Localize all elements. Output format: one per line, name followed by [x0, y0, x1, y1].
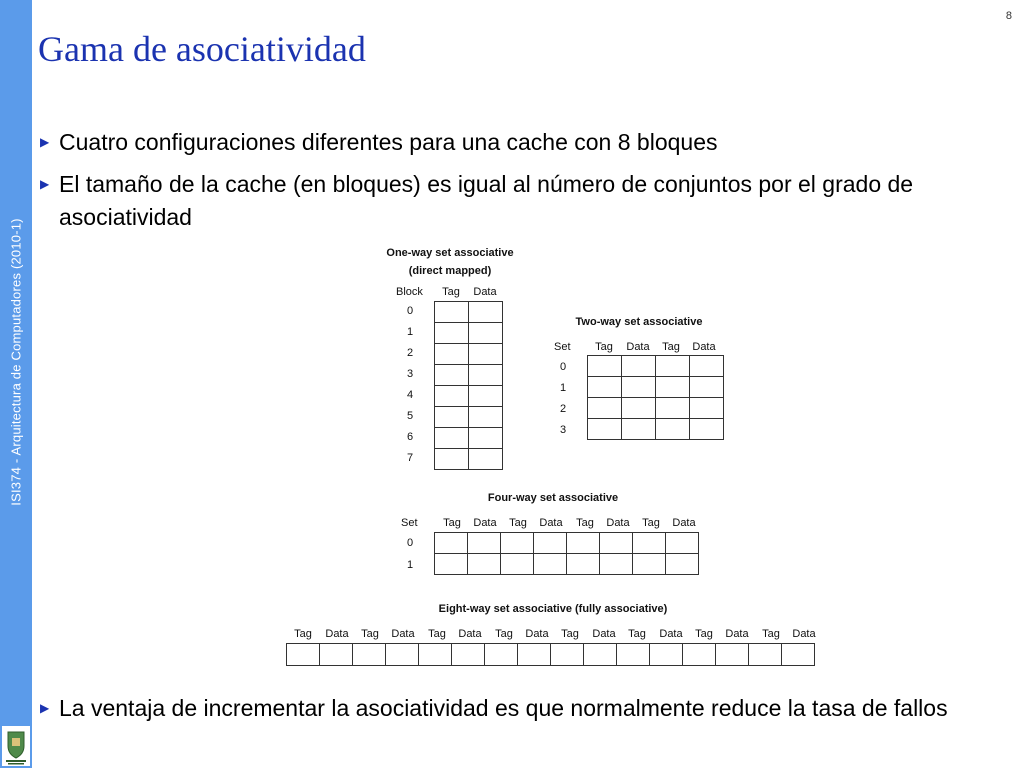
- eight-way-col-header: Tag: [361, 628, 379, 640]
- two-way-row-label: 0: [559, 361, 567, 373]
- eight-way-col-header: Tag: [762, 628, 780, 640]
- eight-way-col-header: Tag: [628, 628, 646, 640]
- four-way-grid: [434, 532, 699, 575]
- four-way-row-header: Set: [401, 517, 418, 529]
- eight-way-col-header: Data: [792, 628, 816, 640]
- one-way-row-label: 4: [406, 389, 414, 401]
- four-way-row-label: 0: [406, 537, 414, 549]
- eight-way-col-header: Data: [325, 628, 349, 640]
- four-way-col-header: Tag: [443, 517, 461, 529]
- course-label: ISI374 - Arquitectura de Computadores (2010-1): [8, 218, 24, 506]
- eight-way-title: Eight-way set associative (fully associative): [438, 603, 668, 615]
- four-way-col-header: Data: [473, 517, 497, 529]
- one-way-col-header: Tag: [442, 286, 460, 298]
- eight-way-col-header: Data: [525, 628, 549, 640]
- four-way-row-label: 1: [406, 559, 414, 571]
- one-way-title: One-way set associative: [386, 247, 514, 259]
- bullet-item: [40, 692, 1000, 725]
- two-way-title: Two-way set associative: [575, 316, 703, 328]
- bullet-text: El tamaño de la cache (en bloques) es igual al número de conjuntos por el grado de asociatividad: [59, 171, 914, 230]
- eight-way-col-header: Data: [458, 628, 482, 640]
- page-number: 8: [1005, 10, 1012, 22]
- bullet-item: [40, 168, 980, 234]
- one-way-row-header: Block: [396, 286, 423, 298]
- two-way-row-label: 1: [559, 382, 567, 394]
- two-way-col-header: Tag: [595, 341, 613, 353]
- bullet-item: [40, 126, 1000, 159]
- four-way-col-header: Tag: [576, 517, 594, 529]
- two-way-row-label: 3: [559, 424, 567, 436]
- eight-way-col-header: Tag: [561, 628, 579, 640]
- one-way-row-label: 0: [406, 305, 414, 317]
- one-way-row-label: 5: [406, 410, 414, 422]
- sidebar-band: [0, 0, 32, 768]
- four-way-col-header: Tag: [642, 517, 660, 529]
- one-way-subtitle: (direct mapped): [408, 265, 492, 277]
- two-way-col-header: Tag: [662, 341, 680, 353]
- eight-way-col-header: Tag: [495, 628, 513, 640]
- slide-title: Gama de asociatividad: [38, 29, 366, 69]
- four-way-col-header: Tag: [509, 517, 527, 529]
- two-way-row-label: 2: [559, 403, 567, 415]
- four-way-col-header: Data: [606, 517, 630, 529]
- two-way-col-header: Data: [626, 341, 650, 353]
- eight-way-grid: [286, 643, 815, 666]
- four-way-title: Four-way set associative: [487, 492, 619, 504]
- four-way-col-header: Data: [672, 517, 696, 529]
- eight-way-col-header: Tag: [695, 628, 713, 640]
- eight-way-col-header: Tag: [428, 628, 446, 640]
- four-way-col-header: Data: [539, 517, 563, 529]
- university-crest-icon: [2, 726, 30, 766]
- one-way-row-label: 3: [406, 368, 414, 380]
- eight-way-col-header: Data: [391, 628, 415, 640]
- eight-way-col-header: Data: [725, 628, 749, 640]
- triangle-right-icon: ▶: [40, 177, 50, 191]
- two-way-row-header: Set: [554, 341, 571, 353]
- one-way-row-label: 1: [406, 326, 414, 338]
- university-logo: [2, 726, 30, 766]
- one-way-grid: [434, 301, 503, 470]
- eight-way-col-header: Data: [592, 628, 616, 640]
- one-way-row-label: 2: [406, 347, 414, 359]
- two-way-grid: [587, 355, 724, 440]
- bullet-text: Cuatro configuraciones diferentes para una cache con 8 bloques: [59, 129, 718, 155]
- one-way-row-label: 6: [406, 431, 414, 443]
- two-way-col-header: Data: [692, 341, 716, 353]
- eight-way-col-header: Tag: [294, 628, 312, 640]
- bullet-text: La ventaja de incrementar la asociatividad es que normalmente reduce la tasa de fallos: [59, 695, 948, 721]
- eight-way-col-header: Data: [659, 628, 683, 640]
- one-way-col-header: Data: [473, 286, 497, 298]
- triangle-right-icon: ▶: [40, 701, 50, 715]
- one-way-row-label: 7: [406, 452, 414, 464]
- triangle-right-icon: ▶: [40, 135, 50, 149]
